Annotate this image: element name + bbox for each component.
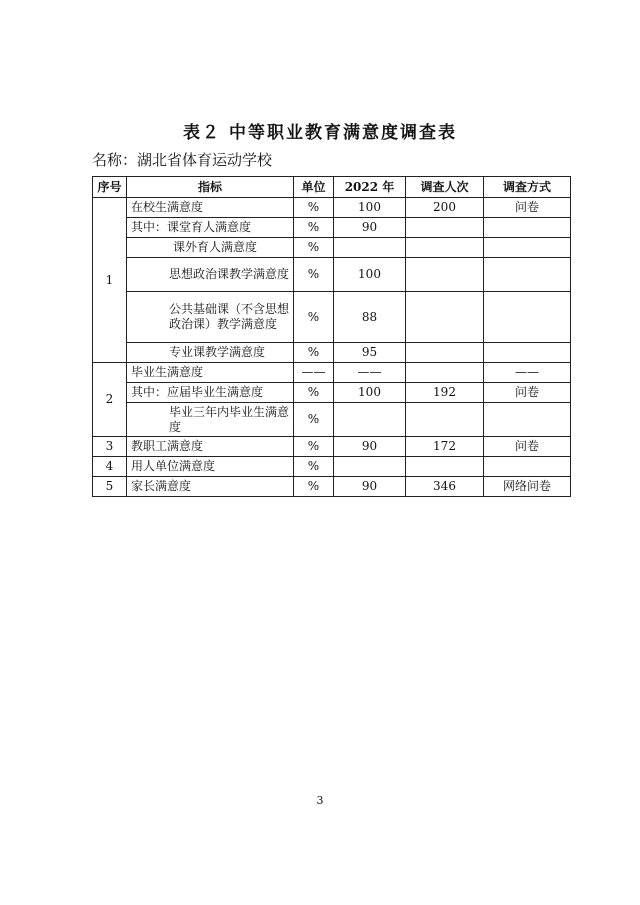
table-row xyxy=(93,437,571,457)
indicator-cell: 家长满意度 xyxy=(127,477,294,497)
table-row xyxy=(93,218,571,238)
seq-cell: 4 xyxy=(93,457,127,477)
method-cell: 网络问卷 xyxy=(484,477,571,497)
unit-cell: % xyxy=(294,218,334,238)
header-count: 调查人次 xyxy=(406,177,484,198)
count-cell xyxy=(406,363,484,383)
unit-cell: % xyxy=(294,238,334,258)
method-cell: 问卷 xyxy=(484,437,571,457)
indicator-cell: 公共基础课（不含思想政治课）教学满意度 xyxy=(127,292,294,343)
unit-cell: % xyxy=(294,477,334,497)
count-cell: 346 xyxy=(406,477,484,497)
page-number: 3 xyxy=(316,794,324,807)
header-unit: 单位 xyxy=(294,177,334,198)
method-cell xyxy=(484,403,571,437)
method-cell: 问卷 xyxy=(484,198,571,218)
indicator-cell: 其中：课堂育人满意度 xyxy=(127,218,294,238)
method-cell xyxy=(484,238,571,258)
seq-cell: 1 xyxy=(93,198,127,363)
satisfaction-table xyxy=(92,176,571,497)
unit-cell: % xyxy=(294,343,334,363)
indicator-cell: 课外育人满意度 xyxy=(127,238,294,258)
method-cell: —— xyxy=(484,363,571,383)
count-cell xyxy=(406,258,484,292)
indicator-cell: 毕业三年内毕业生满意度 xyxy=(127,403,294,437)
seq-cell: 5 xyxy=(93,477,127,497)
table-row xyxy=(93,343,571,363)
count-cell xyxy=(406,292,484,343)
table-row xyxy=(93,363,571,383)
year-cell: 90 xyxy=(334,218,406,238)
header-row xyxy=(93,177,571,198)
method-cell xyxy=(484,457,571,477)
year-cell: 90 xyxy=(334,437,406,457)
table-row xyxy=(93,383,571,403)
indicator-cell: 思想政治课教学满意度 xyxy=(127,258,294,292)
year-cell: 100 xyxy=(334,198,406,218)
unit-cell: % xyxy=(294,383,334,403)
count-cell xyxy=(406,343,484,363)
table-title: 表２ 中等职业教育满意度调查表 xyxy=(183,123,457,143)
year-cell xyxy=(334,238,406,258)
method-cell: 问卷 xyxy=(484,383,571,403)
table-row xyxy=(93,477,571,497)
year-cell: 90 xyxy=(334,477,406,497)
header-seq: 序号 xyxy=(93,177,127,198)
header-indicator: 指标 xyxy=(127,177,294,198)
unit-cell: % xyxy=(294,457,334,477)
year-cell xyxy=(334,457,406,477)
year-cell xyxy=(334,403,406,437)
method-cell xyxy=(484,343,571,363)
count-cell xyxy=(406,238,484,258)
method-cell xyxy=(484,292,571,343)
indicator-cell: 其中：应届毕业生满意度 xyxy=(127,383,294,403)
seq-cell: 2 xyxy=(93,363,127,437)
year-cell: 88 xyxy=(334,292,406,343)
table-row xyxy=(93,198,571,218)
count-cell: 192 xyxy=(406,383,484,403)
unit-cell: % xyxy=(294,258,334,292)
table-row xyxy=(93,292,571,343)
year-cell: 100 xyxy=(334,383,406,403)
indicator-cell: 用人单位满意度 xyxy=(127,457,294,477)
count-cell xyxy=(406,403,484,437)
school-name: 名称：湖北省体育运动学校 xyxy=(92,151,273,169)
year-cell: —— xyxy=(334,363,406,383)
indicator-cell: 专业课教学满意度 xyxy=(127,343,294,363)
unit-cell: % xyxy=(294,292,334,343)
method-cell xyxy=(484,258,571,292)
indicator-cell: 教职工满意度 xyxy=(127,437,294,457)
unit-cell: % xyxy=(294,437,334,457)
unit-cell: —— xyxy=(294,363,334,383)
header-year: 2022 年 xyxy=(334,177,406,198)
unit-cell: % xyxy=(294,403,334,437)
indicator-cell: 毕业生满意度 xyxy=(127,363,294,383)
table-row xyxy=(93,403,571,437)
method-cell xyxy=(484,218,571,238)
year-cell: 95 xyxy=(334,343,406,363)
indicator-cell: 在校生满意度 xyxy=(127,198,294,218)
table-row xyxy=(93,457,571,477)
seq-cell: 3 xyxy=(93,437,127,457)
count-cell xyxy=(406,218,484,238)
header-method: 调查方式 xyxy=(484,177,571,198)
count-cell xyxy=(406,457,484,477)
table-row xyxy=(93,258,571,292)
count-cell: 200 xyxy=(406,198,484,218)
year-cell: 100 xyxy=(334,258,406,292)
unit-cell: % xyxy=(294,198,334,218)
table-row xyxy=(93,238,571,258)
count-cell: 172 xyxy=(406,437,484,457)
